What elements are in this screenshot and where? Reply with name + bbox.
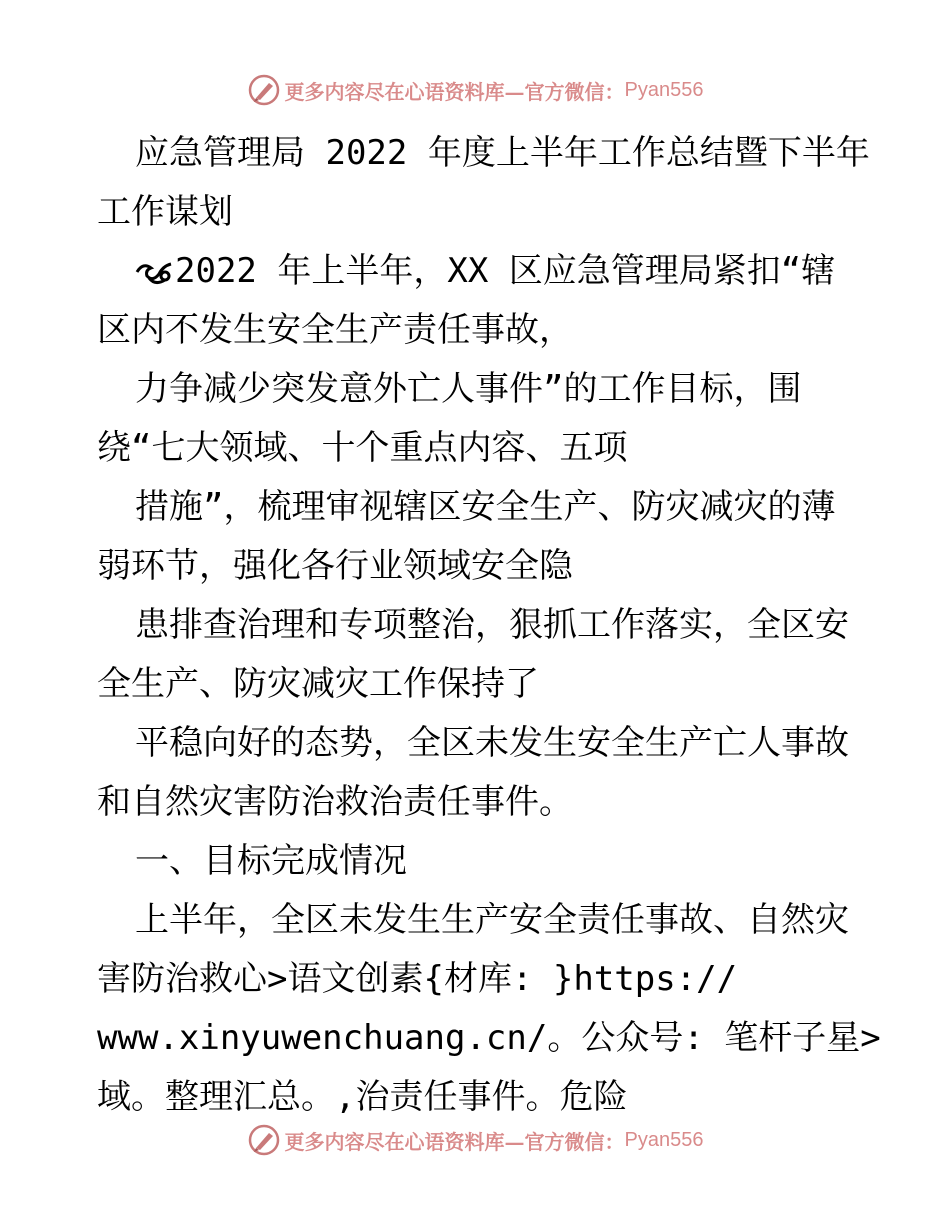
section-line-1: 上半年，全区未发生生产安全责任事故、自然灾: [135, 900, 849, 940]
pen-logo-icon: [247, 1123, 281, 1157]
paragraph-line-7: 患排查治理和专项整治，狠抓工作落实，全区安: [135, 605, 849, 645]
paragraph-line-3: 力争减少突发意外亡人事件”的工作目标，围: [135, 369, 802, 409]
document-body: [97, 124, 881, 1127]
pen-logo-icon: [247, 73, 281, 107]
paragraph-line-9: 平稳向好的态势，全区未发生安全生产亡人事故: [135, 723, 849, 763]
paragraph-line-1: [97, 242, 857, 301]
section-line-4: 域。整理汇总。,治责任事件。危险: [97, 1077, 628, 1117]
paragraph-line-4: 绕“七大领域、十个重点内容、五项: [97, 428, 628, 468]
watermark-banner-bottom: [0, 1120, 950, 1160]
watermark-wechat: Pyan556: [624, 78, 704, 101]
watermark-banner-top: [0, 70, 950, 110]
paragraph-line-6: 弱环节，强化各行业领域安全隐: [97, 546, 573, 586]
title-line-2: 工作谋划: [97, 192, 233, 232]
title-line-1: 应急管理局 2022 年度上半年工作总结暨下半年: [135, 133, 870, 173]
paragraph-line-2: 区内不发生安全生产责任事故，: [97, 310, 573, 350]
paragraph-line-5: 措施”，梳理审视辖区安全生产、防灾减灾的薄: [135, 487, 836, 527]
watermark-wechat: Pyan556: [624, 1128, 704, 1151]
watermark-text: 更多内容尽在心语资料库—官方微信：: [284, 79, 625, 104]
bullet-ornament-icon: [135, 256, 175, 286]
section-heading: 一、目标完成情况: [135, 841, 407, 881]
watermark-text: 更多内容尽在心语资料库—官方微信：: [284, 1129, 625, 1154]
paragraph-line-8: 全生产、防灾减灾工作保持了: [97, 664, 539, 704]
section-line-2: 害防治救心>语文创素{材库: }https://: [97, 959, 738, 999]
paragraph-line-10: 和自然灾害防治救治责任事件。: [97, 782, 573, 822]
paragraph-line-1-text: 2022 年上半年，XX 区应急管理局紧扣“辖: [175, 251, 836, 291]
section-line-3: www.xinyuwenchuang.cn/。公众号: 笔杆子星>: [97, 1018, 881, 1058]
